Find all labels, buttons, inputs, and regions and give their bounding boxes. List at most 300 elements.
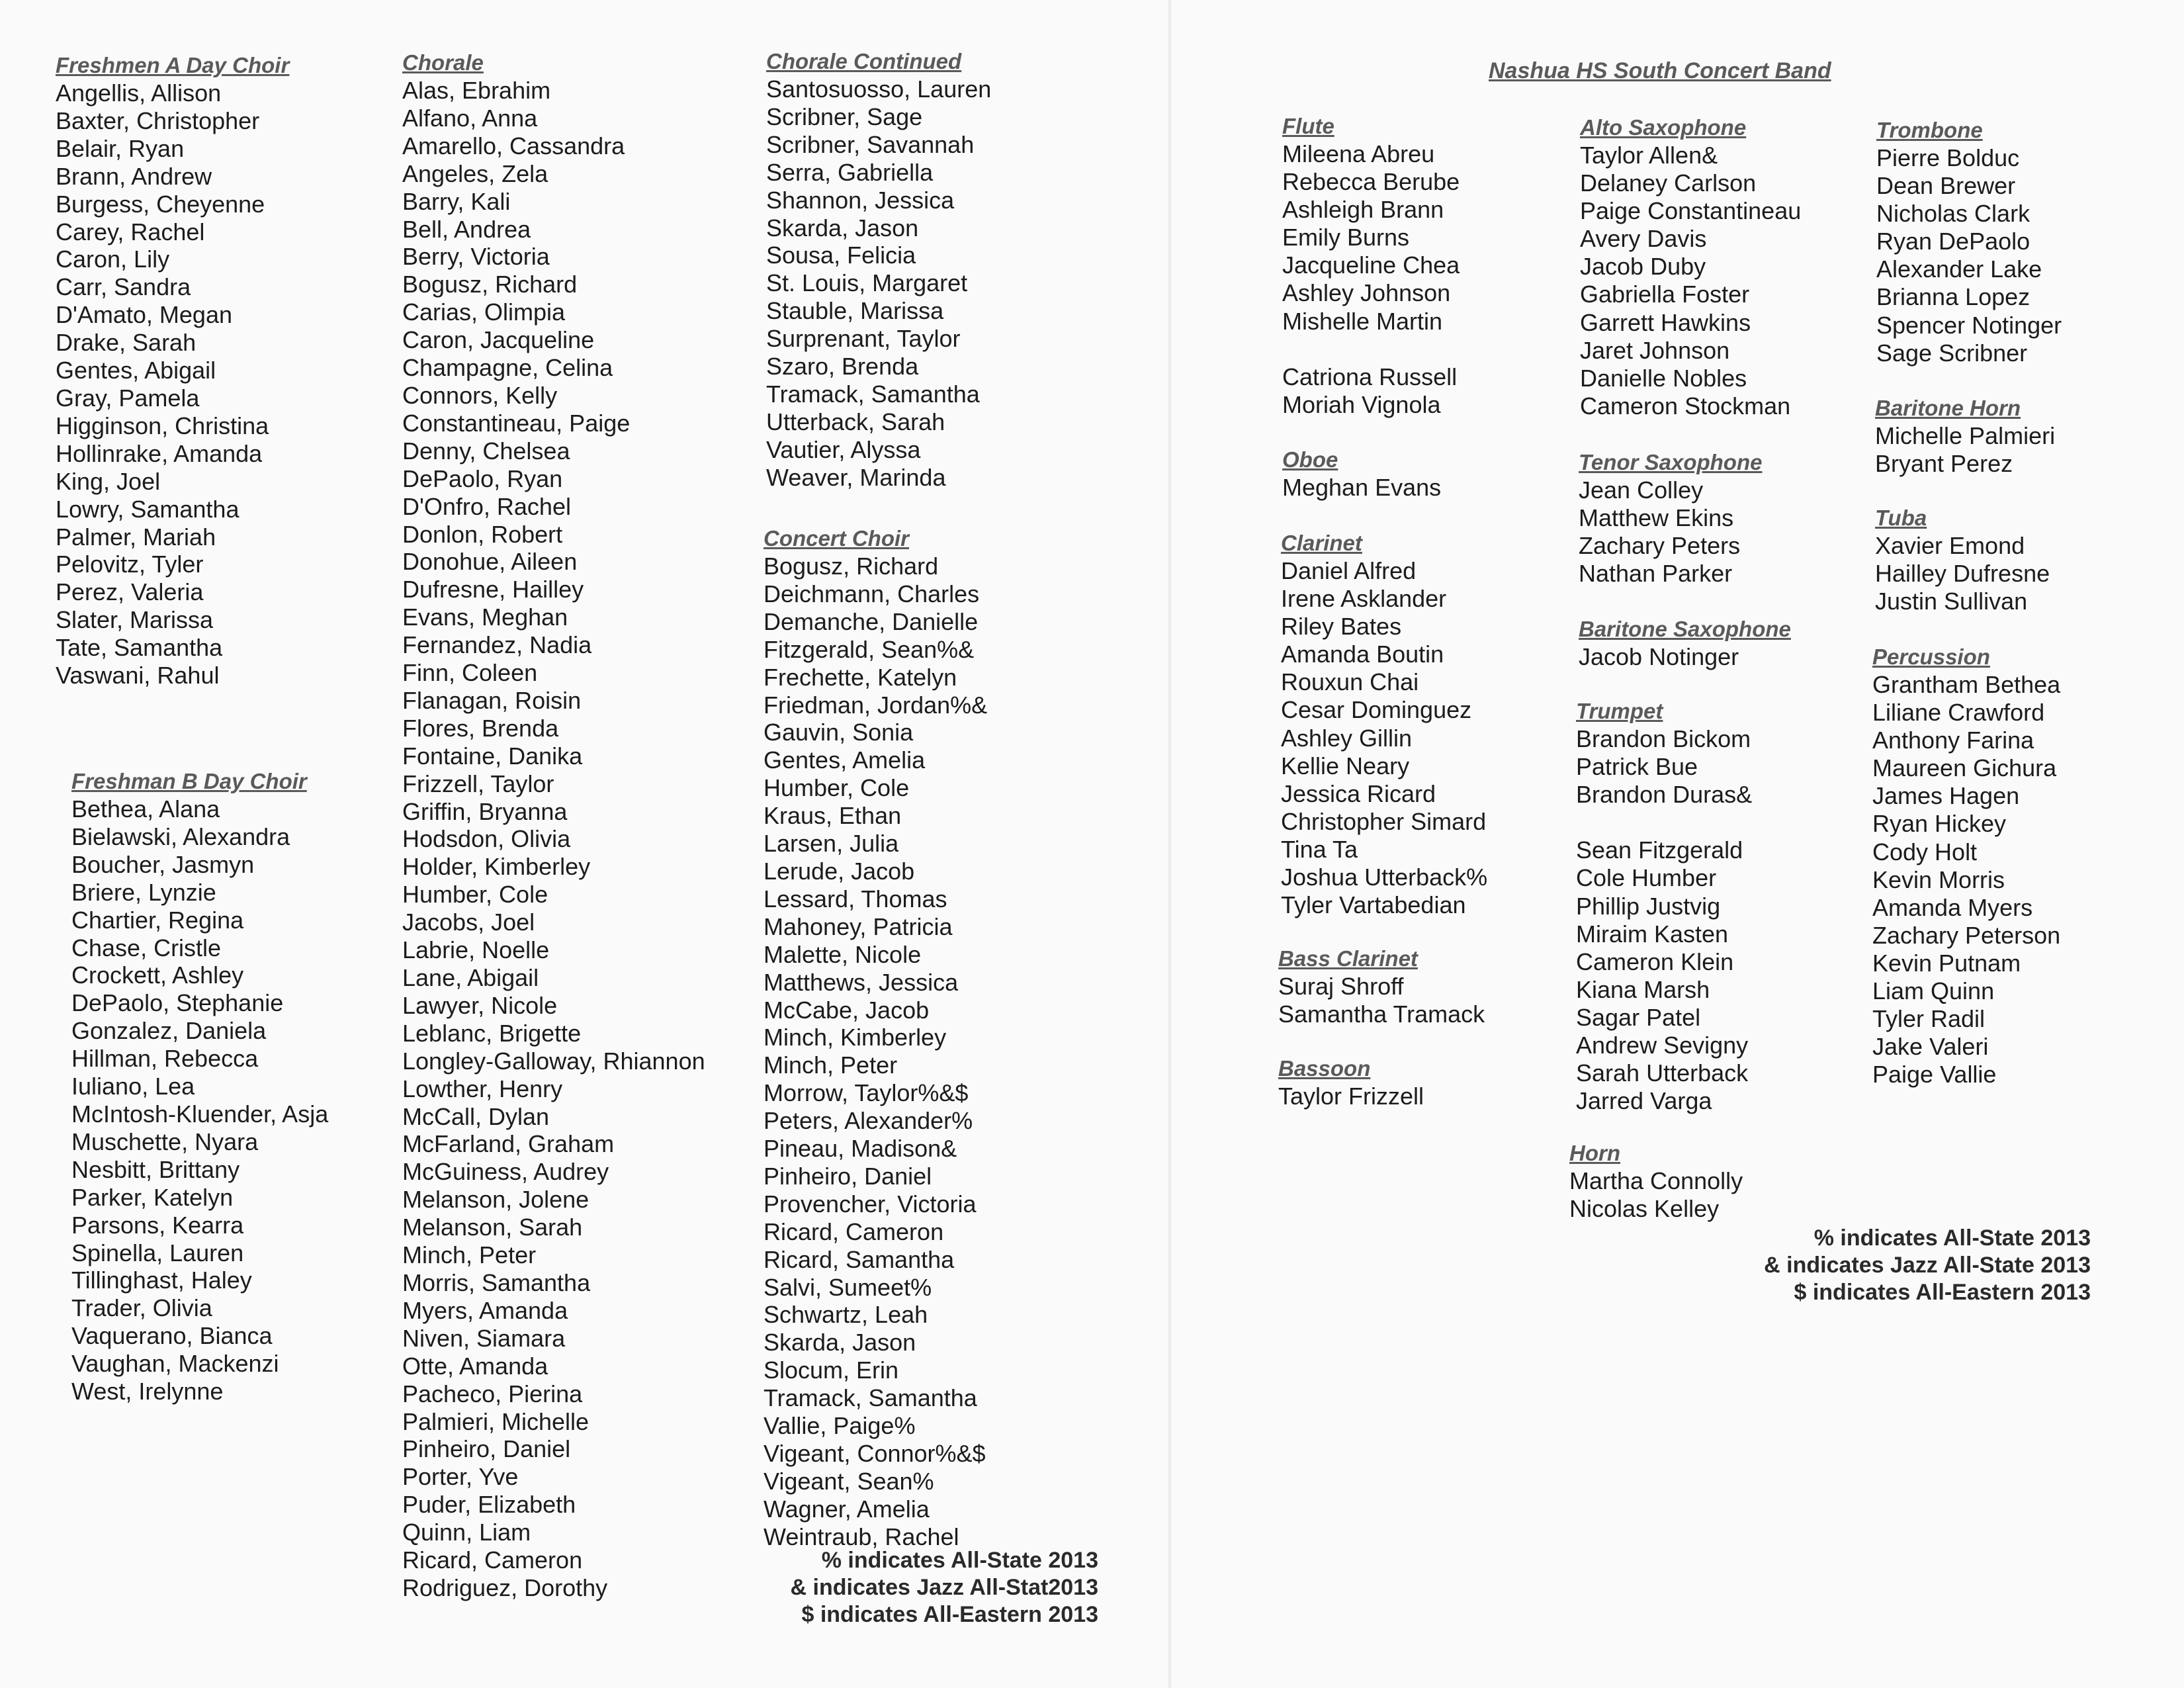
member-name: Avery Davis: [1580, 225, 1707, 253]
member-name: Vaquerano, Bianca: [71, 1322, 273, 1350]
member-list: [1282, 140, 1460, 335]
member-name: Fontaine, Danika: [402, 742, 583, 770]
freshman-b-day-choir: [71, 768, 328, 1405]
member-name: Cameron Klein: [1576, 948, 1734, 975]
member-name: Donlon, Robert: [402, 520, 563, 548]
section-title: Trombone: [1876, 118, 1983, 142]
member-name: Martha Connolly: [1569, 1167, 1743, 1194]
member-name: Slocum, Erin: [764, 1356, 899, 1384]
member-name: Chase, Cristle: [71, 934, 222, 961]
member-name: Connors, Kelly: [402, 381, 558, 409]
member-list: [71, 795, 328, 1405]
member-name: Jacqueline Chea: [1282, 251, 1460, 279]
member-name: Weintraub, Rachel: [764, 1523, 959, 1550]
member-list: [1282, 363, 1460, 419]
member-name: Justin Sullivan: [1875, 588, 2028, 615]
member-name: McGuiness, Audrey: [402, 1158, 609, 1186]
member-name: Rouxun Chai: [1281, 668, 1419, 696]
member-name: Zachary Peterson: [1872, 921, 2061, 949]
member-name: Melanson, Sarah: [402, 1214, 583, 1241]
page-fold: [1168, 0, 1172, 1688]
member-list: [402, 77, 705, 1602]
member-name: Quinn, Liam: [402, 1519, 531, 1546]
band-bassoon: [1278, 1055, 1424, 1110]
member-name: Zachary Peters: [1579, 532, 1741, 560]
member-name: Catriona Russell: [1282, 363, 1458, 390]
chorale-continued: [766, 48, 991, 492]
member-name: Brandon Duras&: [1576, 781, 1753, 809]
member-name: Fitzgerald, Sean%&: [764, 635, 975, 663]
member-name: Palmer, Mariah: [56, 523, 216, 551]
member-name: Moriah Vignola: [1282, 390, 1441, 418]
band-clarinet: [1281, 529, 1487, 919]
member-name: Leblanc, Brigette: [402, 1019, 582, 1047]
section-title: Flute: [1282, 114, 1334, 138]
choir-legend: [728, 1547, 1098, 1628]
member-name: Jessica Ricard: [1281, 779, 1436, 807]
member-name: Vigeant, Connor%&$: [764, 1440, 986, 1467]
member-name: Champagne, Celina: [402, 354, 613, 382]
member-name: Weaver, Marinda: [766, 463, 946, 491]
member-name: Kevin Morris: [1872, 866, 2005, 893]
member-name: Humber, Cole: [764, 774, 910, 802]
member-name: Puder, Elizabeth: [402, 1491, 576, 1519]
member-name: Sage Scribner: [1876, 339, 2028, 367]
member-name: Dufresne, Hailley: [402, 576, 584, 603]
member-name: Gentes, Amelia: [764, 746, 926, 774]
member-name: Otte, Amanda: [402, 1352, 548, 1380]
member-name: Tyler Vartabedian: [1281, 891, 1466, 919]
member-name: Pacheco, Pierina: [402, 1380, 583, 1407]
section-title: Baritone Saxophone: [1579, 617, 1791, 641]
member-name: Maureen Gichura: [1872, 754, 2057, 782]
member-name: Pineau, Madison&: [764, 1135, 957, 1163]
member-name: Kraus, Ethan: [764, 802, 902, 830]
member-name: Patrick Bue: [1576, 753, 1698, 781]
member-name: Finn, Coleen: [402, 659, 538, 687]
section-title: Percussion: [1872, 644, 1990, 669]
member-list: [1872, 671, 2060, 1088]
member-name: Barry, Kali: [402, 187, 511, 215]
member-name: Amarello, Cassandra: [402, 132, 625, 159]
section-title: Freshmen A Day Choir: [56, 53, 290, 77]
member-name: Lawyer, Nicole: [402, 991, 558, 1019]
member-name: Jaret Johnson: [1580, 336, 1730, 364]
member-name: Rebecca Berube: [1282, 168, 1460, 196]
member-name: DePaolo, Stephanie: [71, 989, 284, 1017]
member-name: Danielle Nobles: [1580, 364, 1747, 392]
member-name: Tramack, Samantha: [764, 1384, 977, 1412]
member-name: Liam Quinn: [1872, 977, 1995, 1005]
member-name: Sousa, Felicia: [766, 242, 916, 269]
member-name: Iuliano, Lea: [71, 1073, 195, 1100]
member-name: Gentes, Abigail: [56, 357, 216, 384]
member-name: Jacobs, Joel: [402, 909, 535, 936]
member-name: Vallie, Paige%: [764, 1412, 916, 1440]
member-list: [766, 75, 991, 492]
member-list: [1281, 557, 1487, 919]
section-title: Horn: [1569, 1141, 1620, 1165]
member-name: Holder, Kimberley: [402, 853, 591, 881]
member-name: Sarah Utterback: [1576, 1059, 1749, 1087]
chorale: [402, 49, 705, 1602]
member-list: [1576, 836, 1752, 1115]
member-name: Amanda Boutin: [1281, 641, 1444, 668]
member-list: [1580, 142, 1801, 420]
member-name: James Hagen: [1872, 782, 2020, 810]
member-list: [1576, 725, 1752, 809]
member-name: Pierre Bolduc: [1876, 144, 2020, 171]
member-name: Stauble, Marissa: [766, 297, 944, 325]
member-name: Serra, Gabriella: [766, 158, 934, 186]
member-name: Brandon Bickom: [1576, 725, 1751, 752]
member-name: Ashley Johnson: [1282, 279, 1451, 307]
member-name: Gonzalez, Daniela: [71, 1017, 267, 1045]
legend-all-state: % indicates All-State 2013: [1813, 1225, 2091, 1251]
member-name: Caron, Lily: [56, 245, 170, 273]
member-name: Peters, Alexander%: [764, 1107, 973, 1135]
member-name: Paige Constantineau: [1580, 197, 1802, 225]
member-name: Skarda, Jason: [766, 214, 919, 242]
member-name: Morris, Samantha: [402, 1268, 591, 1296]
member-name: Christopher Simard: [1281, 807, 1487, 835]
member-name: Nicolas Kelley: [1569, 1195, 1720, 1223]
member-name: Phillip Justvig: [1576, 892, 1721, 920]
member-name: Matthews, Jessica: [764, 968, 959, 996]
member-name: Labrie, Noelle: [402, 936, 550, 964]
member-name: Rodriguez, Dorothy: [402, 1574, 608, 1601]
member-name: Amanda Myers: [1872, 893, 2033, 921]
member-name: Szaro, Brenda: [766, 353, 919, 380]
member-name: Flanagan, Roisin: [402, 686, 582, 714]
member-name: Ashleigh Brann: [1282, 196, 1444, 224]
member-name: Bogusz, Richard: [402, 271, 578, 298]
member-name: Mahoney, Patricia: [764, 912, 953, 940]
member-name: Malette, Nicole: [764, 940, 922, 968]
member-list: [1282, 474, 1441, 502]
member-name: Trader, Olivia: [71, 1294, 212, 1322]
member-name: Alas, Ebrahim: [402, 77, 551, 104]
member-name: Jarred Varga: [1576, 1087, 1712, 1115]
legend-all-eastern: $ indicates All-Eastern 2013: [801, 1602, 1098, 1627]
member-name: Myers, Amanda: [402, 1296, 568, 1324]
section-title: Baritone Horn: [1875, 396, 2021, 420]
member-name: McIntosh-Kluender, Asja: [71, 1100, 329, 1128]
section-title: Bassoon: [1278, 1056, 1371, 1081]
member-name: Parker, Katelyn: [71, 1183, 234, 1211]
member-name: Riley Bates: [1281, 613, 1402, 641]
member-list: [1876, 144, 2062, 367]
legend-jazz-all-state: & indicates Jazz All-Stat2013: [790, 1575, 1098, 1600]
member-name: Berry, Victoria: [402, 243, 550, 271]
member-name: Sagar Patel: [1576, 1003, 1701, 1031]
member-name: Taylor Frizzell: [1278, 1083, 1424, 1110]
member-name: Bogusz, Richard: [764, 553, 939, 580]
member-name: Constantineau, Paige: [402, 409, 631, 437]
member-name: Ashley Gillin: [1281, 724, 1413, 752]
member-name: Baxter, Christopher: [56, 107, 260, 134]
member-name: Tillinghast, Haley: [71, 1266, 252, 1294]
member-name: Higginson, Christina: [56, 412, 269, 439]
member-list: [1569, 1167, 1743, 1223]
member-name: Perez, Valeria: [56, 578, 204, 606]
band-percussion: [1872, 643, 2060, 1088]
member-name: Ricard, Samantha: [764, 1245, 955, 1273]
band-title: Nashua HS South Concert Band: [1489, 58, 1831, 83]
member-name: Samantha Tramack: [1278, 1000, 1485, 1028]
member-name: Hollinrake, Amanda: [56, 439, 263, 467]
member-name: Sean Fitzgerald: [1576, 836, 1743, 864]
member-name: Vigeant, Sean%: [764, 1467, 934, 1495]
member-name: Schwartz, Leah: [764, 1301, 928, 1329]
band-horn: [1569, 1139, 1743, 1223]
section-title: Trumpet: [1576, 699, 1663, 723]
member-name: Belair, Ryan: [56, 134, 185, 162]
member-name: Mileena Abreu: [1282, 140, 1435, 167]
member-name: Cameron Stockman: [1580, 392, 1791, 420]
section-title: Alto Saxophone: [1580, 115, 1747, 140]
member-name: Tina Ta: [1281, 835, 1358, 863]
section-title: Concert Choir: [764, 526, 910, 551]
member-name: Daniel Alfred: [1281, 557, 1417, 584]
member-name: Salvi, Sumeet%: [764, 1273, 932, 1301]
member-name: Parsons, Kearra: [71, 1211, 244, 1239]
member-name: Dean Brewer: [1876, 172, 2016, 200]
member-name: Minch, Kimberley: [764, 1024, 947, 1051]
member-name: Bryant Perez: [1875, 450, 2013, 478]
member-name: Provencher, Victoria: [764, 1190, 977, 1218]
member-name: DePaolo, Ryan: [402, 465, 563, 492]
member-name: Jacob Duby: [1580, 253, 1706, 281]
member-name: Nathan Parker: [1579, 560, 1733, 588]
member-name: Garrett Hawkins: [1580, 308, 1751, 336]
member-name: Wagner, Amelia: [764, 1495, 930, 1523]
member-name: Pelovitz, Tyler: [56, 551, 204, 578]
member-name: Nicholas Clark: [1876, 200, 2031, 228]
member-list: [764, 553, 987, 1551]
band-trumpet: [1576, 697, 1752, 1115]
member-name: Emily Burns: [1282, 224, 1410, 251]
member-name: Shannon, Jessica: [766, 186, 955, 214]
member-name: Bell, Andrea: [402, 215, 531, 243]
member-name: Briere, Lynzie: [71, 878, 216, 906]
member-name: Vautier, Alyssa: [766, 435, 921, 463]
member-name: Melanson, Jolene: [402, 1186, 590, 1214]
section-title: Bass Clarinet: [1278, 946, 1418, 971]
legend-all-state: % indicates All-State 2013: [821, 1548, 1098, 1573]
member-name: Vaughan, Mackenzi: [71, 1350, 279, 1378]
member-name: Pinheiro, Daniel: [764, 1162, 932, 1190]
member-name: Lessard, Thomas: [764, 885, 947, 912]
member-name: Jean Colley: [1579, 476, 1704, 504]
member-name: Cole Humber: [1576, 864, 1717, 892]
member-list: [1875, 422, 2055, 478]
member-name: Gauvin, Sonia: [764, 719, 914, 746]
member-name: Porter, Yve: [402, 1463, 519, 1491]
member-name: Friedman, Jordan%&: [764, 691, 988, 719]
section-title: Clarinet: [1281, 531, 1362, 555]
member-name: McCabe, Jacob: [764, 996, 930, 1024]
band-baritone-horn: [1875, 394, 2055, 478]
member-name: Frizzell, Taylor: [402, 770, 554, 797]
member-name: Michelle Palmieri: [1875, 422, 2056, 449]
member-name: Slater, Marissa: [56, 606, 214, 634]
member-name: Brann, Andrew: [56, 162, 212, 190]
member-name: Drake, Sarah: [56, 329, 197, 357]
member-name: Donohue, Aileen: [402, 548, 578, 576]
member-name: Utterback, Sarah: [766, 408, 945, 435]
member-name: Bielawski, Alexandra: [71, 822, 290, 850]
member-name: Lerude, Jacob: [764, 857, 915, 885]
member-name: Angeles, Zela: [402, 159, 548, 187]
member-name: Ryan Hickey: [1872, 810, 2007, 838]
band-tuba: [1875, 504, 2050, 615]
member-name: Taylor Allen&: [1580, 142, 1718, 169]
section-title: Chorale: [402, 50, 484, 75]
member-name: Ricard, Cameron: [402, 1546, 583, 1574]
member-name: McFarland, Graham: [402, 1130, 615, 1158]
member-list: [1278, 1083, 1424, 1110]
section-title: Freshman B Day Choir: [71, 769, 307, 793]
member-name: Kellie Neary: [1281, 752, 1410, 779]
member-name: Meghan Evans: [1282, 474, 1442, 501]
member-name: Hailley Dufresne: [1875, 560, 2050, 588]
member-name: Tramack, Samantha: [766, 380, 980, 408]
member-name: Spencer Notinger: [1876, 311, 2062, 339]
member-name: Spinella, Lauren: [71, 1239, 244, 1266]
member-name: Cesar Dominguez: [1281, 696, 1472, 724]
member-name: Miraim Kasten: [1576, 920, 1729, 948]
member-name: McCall, Dylan: [402, 1102, 550, 1130]
member-name: Longley-Galloway, Rhiannon: [402, 1047, 705, 1075]
legend-jazz-all-state: & indicates Jazz All-State 2013: [1764, 1253, 2091, 1278]
member-name: Alexander Lake: [1876, 255, 2042, 283]
member-name: Xavier Emond: [1875, 532, 2025, 559]
section-title: Tuba: [1875, 506, 1927, 530]
member-name: Bethea, Alana: [71, 795, 220, 822]
member-name: Skarda, Jason: [764, 1329, 916, 1356]
member-name: West, Irelynne: [71, 1378, 224, 1405]
member-name: Santosuosso, Lauren: [766, 75, 992, 103]
member-name: Niven, Siamara: [402, 1324, 566, 1352]
member-list: [56, 79, 289, 689]
member-name: Caron, Jacqueline: [402, 326, 595, 354]
member-name: Mishelle Martin: [1282, 307, 1443, 335]
member-name: Carias, Olimpia: [402, 298, 566, 326]
member-name: Denny, Chelsea: [402, 437, 570, 465]
member-name: Minch, Peter: [764, 1051, 898, 1079]
member-name: Joshua Utterback%: [1281, 864, 1488, 891]
member-name: Gray, Pamela: [56, 384, 200, 412]
member-name: Hodsdon, Olivia: [402, 825, 571, 853]
member-name: Suraj Shroff: [1278, 973, 1404, 1000]
member-name: Deichmann, Charles: [764, 580, 980, 607]
member-name: Griffin, Bryanna: [402, 797, 568, 825]
member-name: Grantham Bethea: [1872, 671, 2061, 698]
member-name: Paige Vallie: [1872, 1061, 1997, 1088]
member-name: Carey, Rachel: [56, 218, 205, 245]
band-oboe: [1282, 446, 1441, 502]
member-name: Fernandez, Nadia: [402, 631, 592, 659]
member-name: Kiana Marsh: [1576, 975, 1710, 1003]
member-name: Jake Valeri: [1872, 1033, 1989, 1061]
member-name: King, Joel: [56, 467, 161, 495]
section-title: Tenor Saxophone: [1579, 450, 1763, 474]
member-name: Demanche, Danielle: [764, 607, 979, 635]
member-name: Brianna Lopez: [1876, 283, 2031, 311]
member-name: Tate, Samantha: [56, 634, 223, 662]
member-name: Irene Asklander: [1281, 585, 1447, 613]
band-baritone-saxophone: [1579, 615, 1791, 671]
member-list: [1579, 476, 1762, 588]
member-name: Delaney Carlson: [1580, 169, 1757, 197]
member-name: Scribner, Savannah: [766, 130, 975, 158]
legend-all-eastern: $ indicates All-Eastern 2013: [1794, 1280, 2091, 1305]
member-list: [1278, 973, 1485, 1028]
member-name: Jacob Notinger: [1579, 643, 1739, 670]
member-name: Chartier, Regina: [71, 906, 244, 934]
member-name: Palmieri, Michelle: [402, 1407, 590, 1435]
member-name: Alfano, Anna: [402, 104, 538, 132]
section-title: Oboe: [1282, 447, 1338, 472]
member-name: Morrow, Taylor%&$: [764, 1079, 969, 1107]
band-tenor-saxophone: [1579, 449, 1762, 588]
member-name: Kevin Putnam: [1872, 949, 2021, 977]
member-name: Vaswani, Rahul: [56, 662, 220, 689]
member-name: Lowther, Henry: [402, 1075, 563, 1102]
member-name: Scribner, Sage: [766, 103, 923, 130]
member-name: Ryan DePaolo: [1876, 228, 2031, 255]
member-name: D'Onfro, Rachel: [402, 492, 571, 520]
band-legend: [1601, 1225, 2091, 1306]
band-flute: [1282, 112, 1460, 419]
member-name: Andrew Sevigny: [1576, 1032, 1749, 1059]
freshmen-a-day-choir: [56, 52, 289, 689]
band-bass-clarinet: [1278, 945, 1485, 1028]
member-name: Cody Holt: [1872, 838, 1978, 866]
member-list: [1579, 643, 1791, 671]
member-name: Boucher, Jasmyn: [71, 850, 255, 878]
member-list: [1875, 532, 2050, 615]
band-alto-saxophone: [1580, 114, 1801, 420]
member-name: Lowry, Samantha: [56, 495, 240, 523]
member-name: Surprenant, Taylor: [766, 325, 961, 353]
band-trombone: [1876, 116, 2062, 367]
member-name: Evans, Meghan: [402, 603, 568, 631]
section-title: Chorale Continued: [766, 49, 962, 73]
member-name: Nesbitt, Brittany: [71, 1155, 240, 1183]
member-name: Carr, Sandra: [56, 273, 191, 301]
member-name: Frechette, Katelyn: [764, 663, 957, 691]
member-name: Minch, Peter: [402, 1241, 537, 1269]
member-name: Larsen, Julia: [764, 830, 899, 858]
concert-choir: [764, 525, 987, 1551]
member-name: Angellis, Allison: [56, 79, 222, 107]
member-name: Lane, Abigail: [402, 964, 539, 991]
member-name: Pinheiro, Daniel: [402, 1435, 571, 1463]
member-name: St. Louis, Margaret: [766, 269, 968, 297]
member-name: Matthew Ekins: [1579, 504, 1734, 532]
member-name: Muschette, Nyara: [71, 1128, 259, 1155]
member-name: Burgess, Cheyenne: [56, 190, 265, 218]
member-name: Gabriella Foster: [1580, 281, 1750, 308]
member-name: Ricard, Cameron: [764, 1218, 944, 1245]
member-name: Hillman, Rebecca: [71, 1045, 259, 1073]
member-name: Crockett, Ashley: [71, 961, 244, 989]
member-name: Anthony Farina: [1872, 727, 2034, 754]
member-name: Liliane Crawford: [1872, 699, 2045, 727]
member-name: Humber, Cole: [402, 881, 548, 909]
